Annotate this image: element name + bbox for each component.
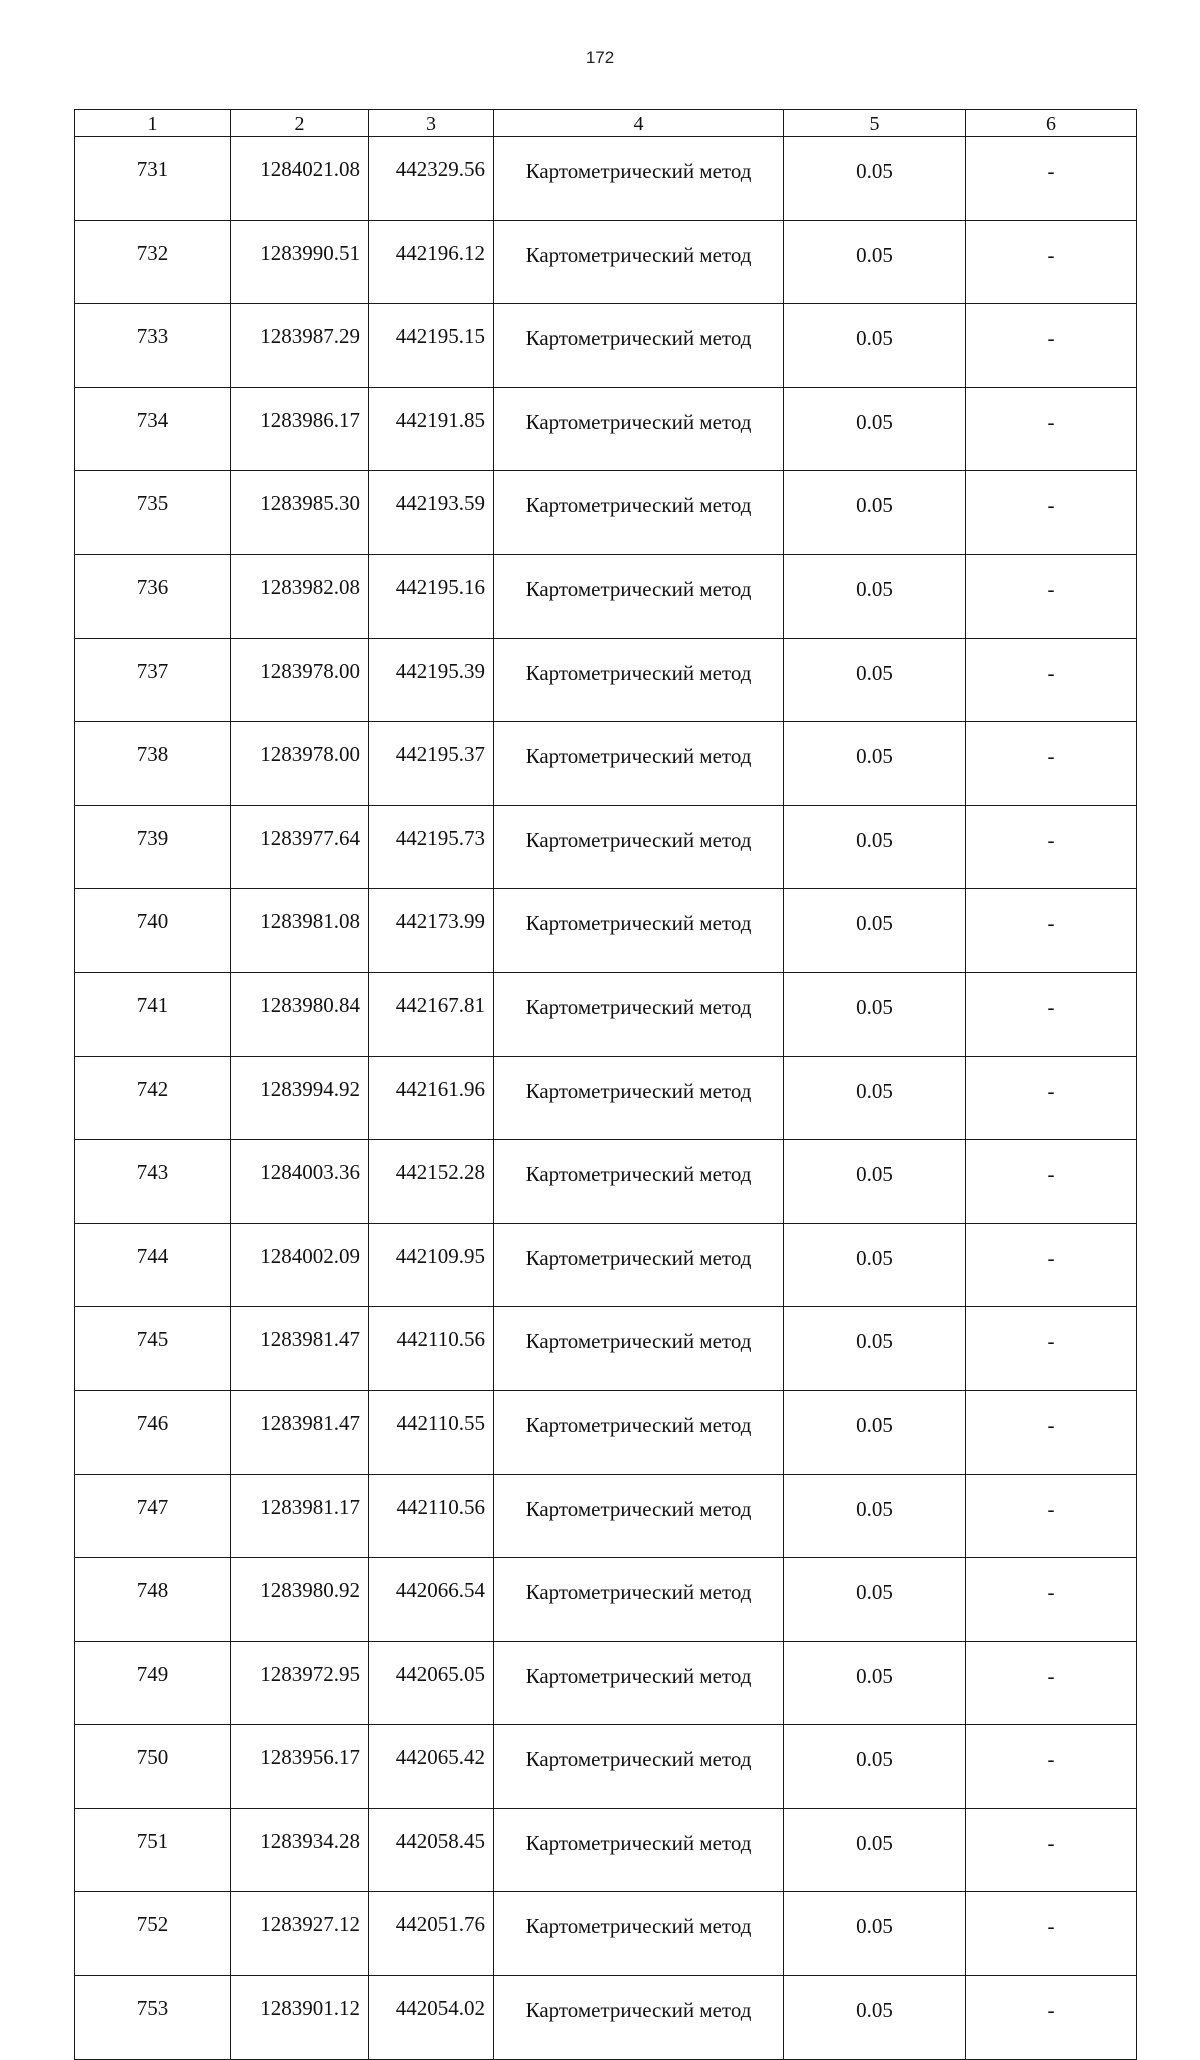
point-number-cell: 732 (75, 220, 231, 304)
point-number-cell: 746 (75, 1390, 231, 1474)
table-row (75, 137, 1137, 221)
method-cell: Картометрический метод (494, 554, 784, 638)
method-cell: Картометрический метод (494, 805, 784, 889)
y-coordinate-cell: 442173.99 (369, 889, 494, 973)
y-coordinate-cell: 442195.37 (369, 722, 494, 806)
y-coordinate-cell: 442193.59 (369, 471, 494, 555)
method-cell: Картометрический метод (494, 1641, 784, 1725)
method-cell: Картометрический метод (494, 1140, 784, 1224)
point-number-cell: 737 (75, 638, 231, 722)
description-cell: - (966, 1892, 1137, 1976)
y-coordinate-cell: 442329.56 (369, 137, 494, 221)
method-cell: Картометрический метод (494, 1892, 784, 1976)
x-coordinate-cell: 1283986.17 (231, 387, 369, 471)
table-row (75, 1390, 1137, 1474)
accuracy-cell: 0.05 (784, 1976, 966, 2060)
method-cell: Картометрический метод (494, 1474, 784, 1558)
table-row (75, 1892, 1137, 1976)
method-cell: Картометрический метод (494, 304, 784, 388)
column-header: 6 (966, 110, 1137, 137)
accuracy-cell: 0.05 (784, 554, 966, 638)
table-row (75, 972, 1137, 1056)
x-coordinate-cell: 1283987.29 (231, 304, 369, 388)
method-cell: Картометрический метод (494, 722, 784, 806)
point-number-cell: 749 (75, 1641, 231, 1725)
page-number: 172 (585, 48, 615, 67)
y-coordinate-cell: 442110.55 (369, 1390, 494, 1474)
description-cell: - (966, 1474, 1137, 1558)
accuracy-cell: 0.05 (784, 722, 966, 806)
table-row (75, 805, 1137, 889)
y-coordinate-cell: 442191.85 (369, 387, 494, 471)
description-cell: - (966, 1390, 1137, 1474)
y-coordinate-cell: 442054.02 (369, 1976, 494, 2060)
accuracy-cell: 0.05 (784, 1056, 966, 1140)
accuracy-cell: 0.05 (784, 889, 966, 973)
accuracy-cell: 0.05 (784, 220, 966, 304)
method-cell: Картометрический метод (494, 387, 784, 471)
column-header: 3 (369, 110, 494, 137)
method-cell: Картометрический метод (494, 1976, 784, 2060)
x-coordinate-cell: 1283994.92 (231, 1056, 369, 1140)
point-number-cell: 744 (75, 1223, 231, 1307)
description-cell: - (966, 1808, 1137, 1892)
y-coordinate-cell: 442110.56 (369, 1474, 494, 1558)
x-coordinate-cell: 1283985.30 (231, 471, 369, 555)
accuracy-cell: 0.05 (784, 304, 966, 388)
point-number-cell: 733 (75, 304, 231, 388)
table-row (75, 1641, 1137, 1725)
point-number-cell: 736 (75, 554, 231, 638)
method-cell: Картометрический метод (494, 972, 784, 1056)
description-cell: - (966, 972, 1137, 1056)
point-number-cell: 738 (75, 722, 231, 806)
y-coordinate-cell: 442065.05 (369, 1641, 494, 1725)
accuracy-cell: 0.05 (784, 1641, 966, 1725)
method-cell: Картометрический метод (494, 1223, 784, 1307)
accuracy-cell: 0.05 (784, 471, 966, 555)
y-coordinate-cell: 442065.42 (369, 1725, 494, 1809)
x-coordinate-cell: 1284002.09 (231, 1223, 369, 1307)
accuracy-cell: 0.05 (784, 1808, 966, 1892)
description-cell: - (966, 638, 1137, 722)
description-cell: - (966, 471, 1137, 555)
description-cell: - (966, 304, 1137, 388)
method-cell: Картометрический метод (494, 889, 784, 973)
table-row (75, 1808, 1137, 1892)
column-header: 5 (784, 110, 966, 137)
y-coordinate-cell: 442195.16 (369, 554, 494, 638)
y-coordinate-cell: 442195.73 (369, 805, 494, 889)
table-row (75, 1474, 1137, 1558)
y-coordinate-cell: 442196.12 (369, 220, 494, 304)
point-number-cell: 752 (75, 1892, 231, 1976)
table-row (75, 387, 1137, 471)
x-coordinate-cell: 1283980.84 (231, 972, 369, 1056)
table-header-row (75, 110, 1137, 137)
y-coordinate-cell: 442051.76 (369, 1892, 494, 1976)
y-coordinate-cell: 442152.28 (369, 1140, 494, 1224)
table-row (75, 471, 1137, 555)
x-coordinate-cell: 1283977.64 (231, 805, 369, 889)
accuracy-cell: 0.05 (784, 1725, 966, 1809)
table-row (75, 1223, 1137, 1307)
accuracy-cell: 0.05 (784, 1558, 966, 1642)
table-row (75, 1725, 1137, 1809)
description-cell: - (966, 1976, 1137, 2060)
method-cell: Картометрический метод (494, 1390, 784, 1474)
x-coordinate-cell: 1283901.12 (231, 1976, 369, 2060)
method-cell: Картометрический метод (494, 1307, 784, 1391)
point-number-cell: 742 (75, 1056, 231, 1140)
method-cell: Картометрический метод (494, 1056, 784, 1140)
accuracy-cell: 0.05 (784, 1307, 966, 1391)
point-number-cell: 739 (75, 805, 231, 889)
point-number-cell: 731 (75, 137, 231, 221)
description-cell: - (966, 1056, 1137, 1140)
table-row (75, 1558, 1137, 1642)
accuracy-cell: 0.05 (784, 1474, 966, 1558)
x-coordinate-cell: 1283972.95 (231, 1641, 369, 1725)
accuracy-cell: 0.05 (784, 805, 966, 889)
x-coordinate-cell: 1283978.00 (231, 722, 369, 806)
x-coordinate-cell: 1283934.28 (231, 1808, 369, 1892)
x-coordinate-cell: 1283980.92 (231, 1558, 369, 1642)
column-header: 1 (75, 110, 231, 137)
description-cell: - (966, 220, 1137, 304)
accuracy-cell: 0.05 (784, 387, 966, 471)
y-coordinate-cell: 442195.39 (369, 638, 494, 722)
y-coordinate-cell: 442161.96 (369, 1056, 494, 1140)
point-number-cell: 747 (75, 1474, 231, 1558)
description-cell: - (966, 1223, 1137, 1307)
x-coordinate-cell: 1283956.17 (231, 1725, 369, 1809)
point-number-cell: 751 (75, 1808, 231, 1892)
table-row (75, 304, 1137, 388)
description-cell: - (966, 387, 1137, 471)
description-cell: - (966, 889, 1137, 973)
x-coordinate-cell: 1283978.00 (231, 638, 369, 722)
x-coordinate-cell: 1283981.47 (231, 1307, 369, 1391)
table-row (75, 889, 1137, 973)
y-coordinate-cell: 442058.45 (369, 1808, 494, 1892)
point-number-cell: 753 (75, 1976, 231, 2060)
description-cell: - (966, 1140, 1137, 1224)
x-coordinate-cell: 1283981.47 (231, 1390, 369, 1474)
x-coordinate-cell: 1283981.17 (231, 1474, 369, 1558)
y-coordinate-cell: 442110.56 (369, 1307, 494, 1391)
point-number-cell: 743 (75, 1140, 231, 1224)
description-cell: - (966, 1641, 1137, 1725)
x-coordinate-cell: 1283981.08 (231, 889, 369, 973)
accuracy-cell: 0.05 (784, 638, 966, 722)
coordinates-table (74, 109, 1137, 2060)
method-cell: Картометрический метод (494, 638, 784, 722)
table-row (75, 1056, 1137, 1140)
method-cell: Картометрический метод (494, 1558, 784, 1642)
method-cell: Картометрический метод (494, 471, 784, 555)
x-coordinate-cell: 1283982.08 (231, 554, 369, 638)
method-cell: Картометрический метод (494, 1808, 784, 1892)
y-coordinate-cell: 442195.15 (369, 304, 494, 388)
x-coordinate-cell: 1284021.08 (231, 137, 369, 221)
column-header: 4 (494, 110, 784, 137)
table-row (75, 638, 1137, 722)
point-number-cell: 750 (75, 1725, 231, 1809)
description-cell: - (966, 554, 1137, 638)
point-number-cell: 745 (75, 1307, 231, 1391)
method-cell: Картометрический метод (494, 220, 784, 304)
point-number-cell: 748 (75, 1558, 231, 1642)
table-row (75, 220, 1137, 304)
accuracy-cell: 0.05 (784, 137, 966, 221)
accuracy-cell: 0.05 (784, 1223, 966, 1307)
accuracy-cell: 0.05 (784, 1892, 966, 1976)
description-cell: - (966, 137, 1137, 221)
table-row (75, 1140, 1137, 1224)
method-cell: Картометрический метод (494, 1725, 784, 1809)
x-coordinate-cell: 1283990.51 (231, 220, 369, 304)
accuracy-cell: 0.05 (784, 972, 966, 1056)
table-row (75, 1976, 1137, 2060)
point-number-cell: 741 (75, 972, 231, 1056)
point-number-cell: 735 (75, 471, 231, 555)
y-coordinate-cell: 442066.54 (369, 1558, 494, 1642)
point-number-cell: 734 (75, 387, 231, 471)
y-coordinate-cell: 442167.81 (369, 972, 494, 1056)
description-cell: - (966, 722, 1137, 806)
column-header: 2 (231, 110, 369, 137)
method-cell: Картометрический метод (494, 137, 784, 221)
accuracy-cell: 0.05 (784, 1390, 966, 1474)
accuracy-cell: 0.05 (784, 1140, 966, 1224)
table-row (75, 722, 1137, 806)
description-cell: - (966, 1725, 1137, 1809)
table-body (75, 137, 1137, 2060)
description-cell: - (966, 1307, 1137, 1391)
table-row (75, 1307, 1137, 1391)
description-cell: - (966, 805, 1137, 889)
description-cell: - (966, 1558, 1137, 1642)
x-coordinate-cell: 1283927.12 (231, 1892, 369, 1976)
point-number-cell: 740 (75, 889, 231, 973)
x-coordinate-cell: 1284003.36 (231, 1140, 369, 1224)
table-row (75, 554, 1137, 638)
y-coordinate-cell: 442109.95 (369, 1223, 494, 1307)
